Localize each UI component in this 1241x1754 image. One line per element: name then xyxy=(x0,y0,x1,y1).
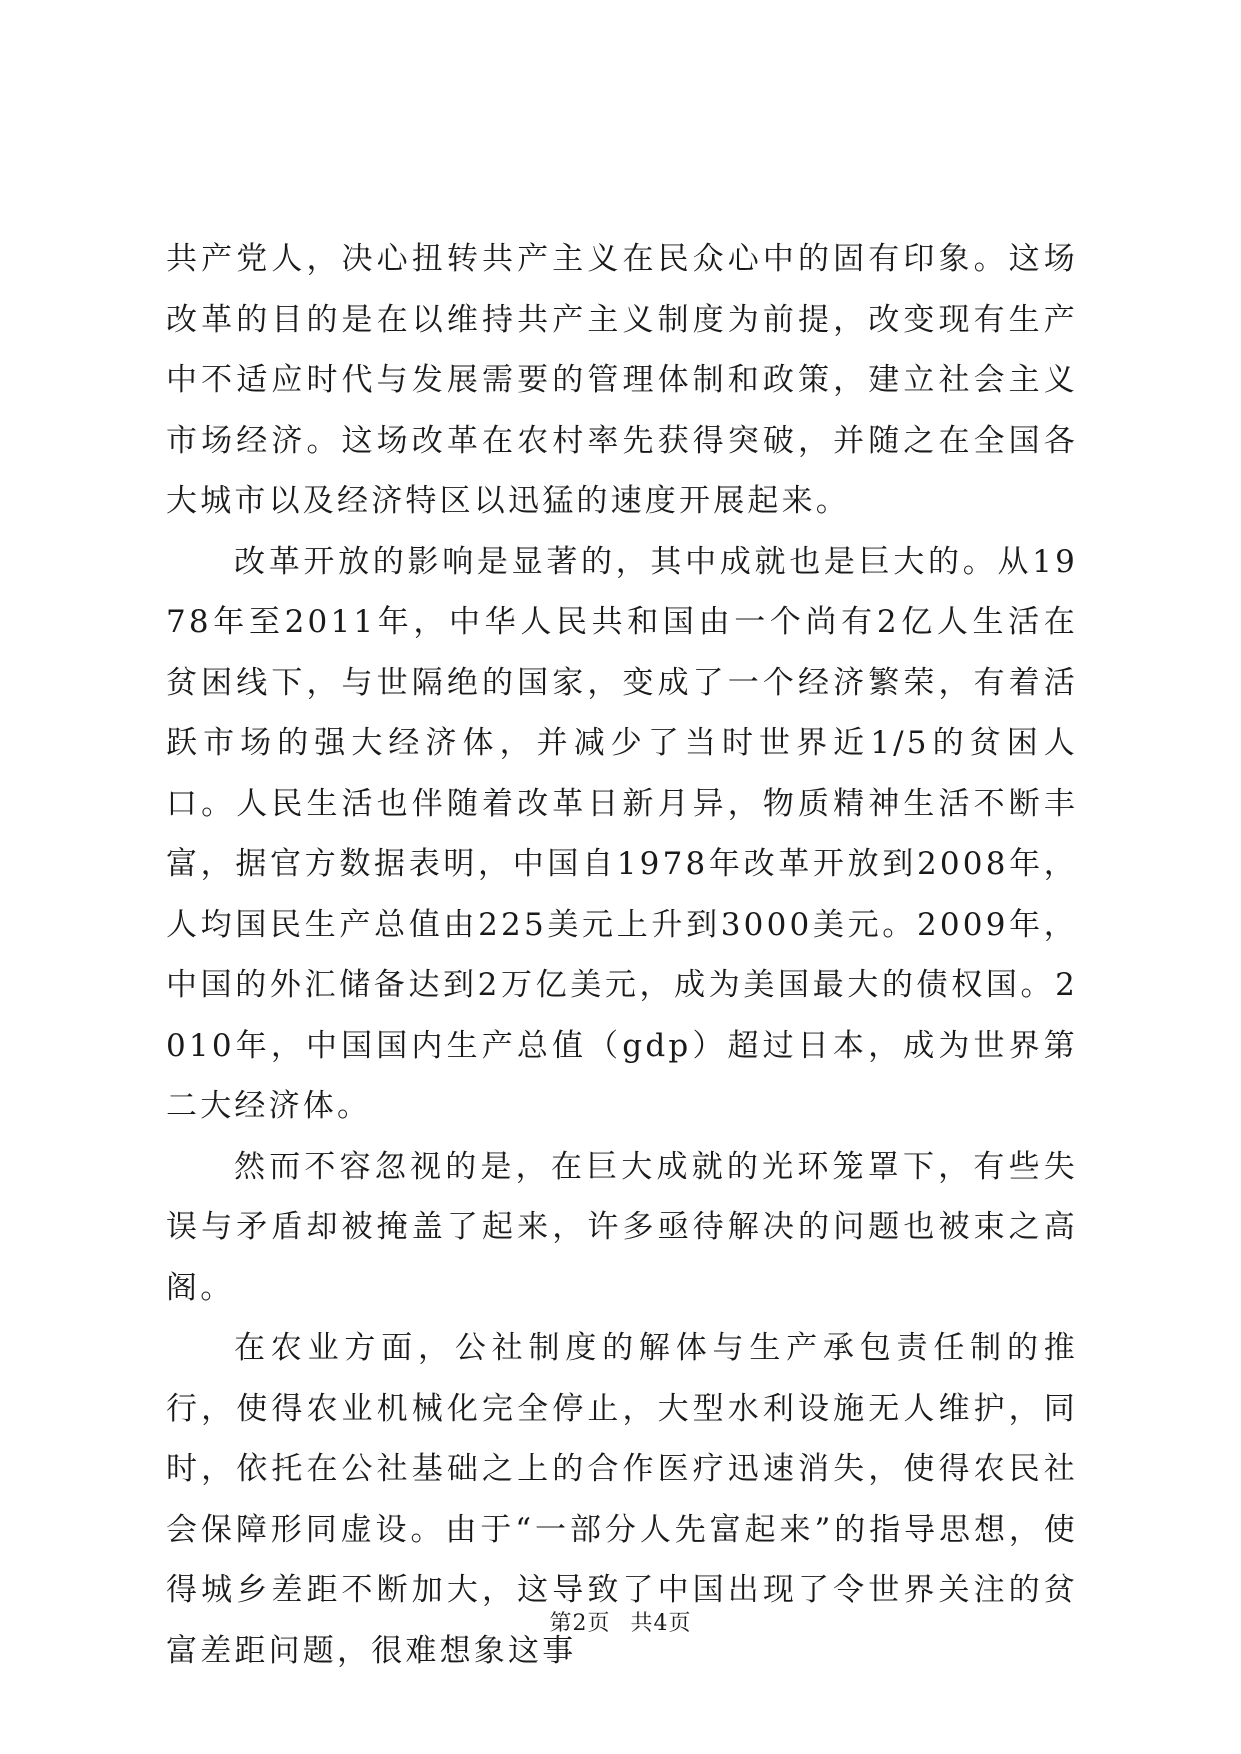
paragraph-agriculture: 在农业方面，公社制度的解体与生产承包责任制的推行，使得农业机械化完全停止，大型水利设施无人维护，同时，依托在公社基础之上的合作医疗迅速消失，使得农民社会保障形同虚设。由于“一部分人先富起来”的指导思想，使得城乡差距不断加大，这导致了中国出现了令世界关注的贫富差距问题，很难想象这事 xyxy=(166,1330,1078,1669)
paragraph-problems-overlooked: 然而不容忽视的是，在巨大成就的光环笼罩下，有些失误与矛盾却被掩盖了起来，许多亟待解决的问题也被束之高阁。 xyxy=(166,1148,1078,1306)
paragraph-reform-achievements: 改革开放的影响是显著的，其中成就也是巨大的。从1978年至2011年，中华人民共和国由一个尚有2亿人生活在贫困线下，与世隔绝的国家，变成了一个经济繁荣，有着活跃市场的强大经济体，并减少了当时世界近1/5的贫困人口。人民生活也伴随着改革日新月异，物质精神生活不断丰富，据官方数据表明，中国自1978年改革开放到2008年，人均国民生产总值由225美元上升到3000美元。2009年，中国的外汇储备达到2万亿美元，成为美国最大的债权国。2010年，中国国内生产总值（gdp）超过日本，成为世界第二大经济体。 xyxy=(166,543,1078,1124)
paragraph-continuation: 共产党人，决心扭转共产主义在民众心中的固有印象。这场改革的目的是在以维持共产主义制度为前提，改变现有生产中不适应时代与发展需要的管理体制和政策，建立社会主义市场经济。这场改革在农村率先获得突破，并随之在全国各大城市以及经济特区以迅猛的速度开展起来。 xyxy=(166,241,1078,519)
document-body xyxy=(166,229,1078,1681)
page-total: 共4页 xyxy=(630,1611,692,1636)
page-number: 第2页 xyxy=(549,1611,611,1636)
page-footer xyxy=(0,1606,1241,1637)
